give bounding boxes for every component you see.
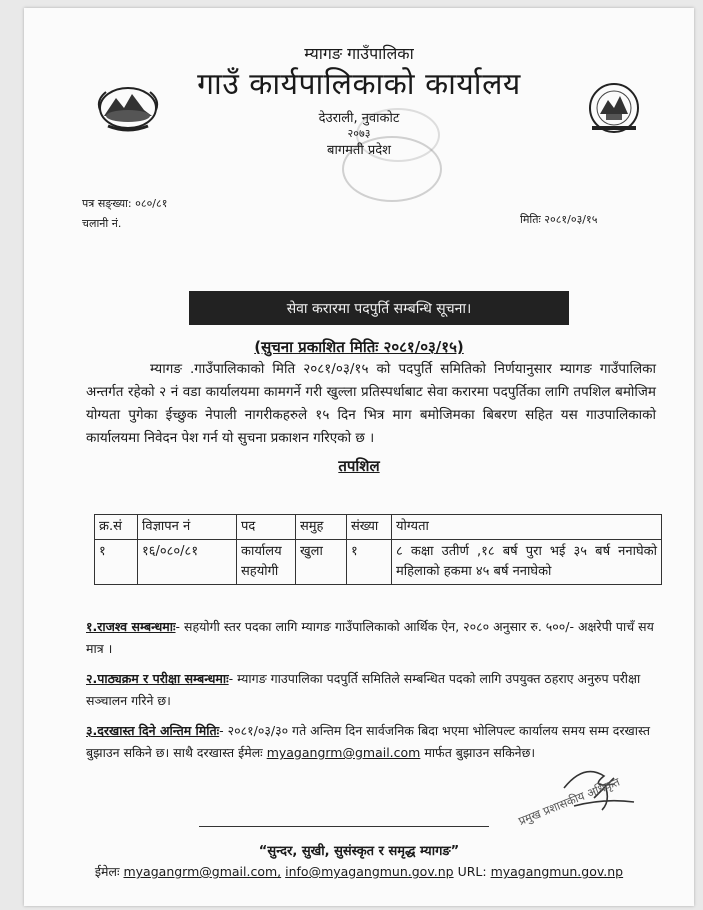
dispatch-number: चलानी नं. xyxy=(82,217,122,230)
details-heading: तपशिल xyxy=(338,457,380,475)
letter-number: पत्र सङ्ख्या: ०८०/८१ xyxy=(82,197,168,210)
cell-post: कार्यालय सहयोगी xyxy=(237,540,296,585)
section-exam-text: - म्यागङ गाउपालिका पदपुर्ति समितिले सम्बन्धित पदको लागि उपयुक्त ठहराए अनुरुप परीक्षा सञ्चालन गरिने छ। xyxy=(86,671,641,708)
section-exam xyxy=(86,668,666,712)
col-qualification: योग्यता xyxy=(392,515,662,540)
table-header-row xyxy=(95,515,662,540)
province-name: बागमती प्रदेश xyxy=(327,143,391,158)
cell-sn: १ xyxy=(95,540,138,585)
col-count: संख्या xyxy=(347,515,392,540)
signatory-title: प्रमुख प्रशासकीय अधिकृत xyxy=(516,774,622,829)
notice-body: म्यागङ .गाउँपालिकाको मिति २०८१/०३/१५ को पदपुर्ति समितिको निर्णयानुसार म्यागङ गाउँपालिका अन्तर्गत रहेको २ नं वडा कार्यालयमा कामगर्ने गरी खुल्ला प्रतिस्पर्धाबाट सेवा करारमा पदपुर्तिका लागि तपशिल बमोजिम योग्यता पुगेका ईच्छुक नेपाली नागरीकहरुले १५ दिन भित्र माग बमोजिमका बिबरण सहित यस गाउपालिकाको कार्यालयमा निवेदन पेश गर्न यो सुचना प्रकाशन गरिएको छ । xyxy=(86,361,656,446)
footer-contact xyxy=(24,863,694,880)
letter-date: मितिः २०८१/०३/१५ xyxy=(520,213,598,226)
cell-count: १ xyxy=(347,540,392,585)
section-revenue xyxy=(86,616,666,660)
cell-qualification: ८ कक्षा उतीर्ण ,१८ बर्ष पुरा भई ३५ बर्ष ननाघेको महिलाको हकमा ४५ बर्ष ननाघेको xyxy=(392,540,662,585)
slogan: “सुन्दर, सुखी, सुसंस्कृत र समृद्ध म्यागङ” xyxy=(258,844,460,859)
footer-email-2[interactable]: info@myagangmun.gov.np xyxy=(285,864,454,879)
vacancy-table xyxy=(94,514,662,585)
col-ad-no: विज्ञापन नं xyxy=(138,515,237,540)
document-page xyxy=(24,8,694,906)
footer-divider xyxy=(199,826,489,827)
cell-group: खुला xyxy=(296,540,347,585)
office-address: देउराली, नुवाकोट xyxy=(318,111,400,126)
section-deadline-text-after: मार्फत बुझाउन सकिनेछ। xyxy=(424,745,536,760)
footer-url-label: URL: xyxy=(457,864,487,879)
municipality-name: म्यागङ गाउँपालिका xyxy=(304,44,414,63)
cell-ad-no: १६/०८०/८१ xyxy=(138,540,237,585)
footer-email-1[interactable]: myagangrm@gmail.com, xyxy=(123,864,282,879)
col-post: पद xyxy=(237,515,296,540)
footer-url[interactable]: myagangmun.gov.np xyxy=(490,864,624,879)
section-exam-title: २.पाठ्यक्रम र परीक्षा सम्बन्धमाः xyxy=(86,671,229,686)
office-title: गाउँ कार्यपालिकाको कार्यालय xyxy=(197,67,521,102)
established-year: २०७३ xyxy=(347,127,371,140)
section-revenue-text: - सहयोगी स्तर पदका लागि म्यागङ गाउँपालिकाको आर्थिक ऐन, २०८० अनुसार रु. ५००/- अक्षरेपी पाचँ सय मात्र । xyxy=(86,619,654,656)
publish-date: (सुचना प्रकाशित मितिः २०८१/०३/१५) xyxy=(254,338,464,356)
section-deadline-text: - २०८१/०३/३० गते अन्तिम दिन सार्वजनिक बिदा भएमा भोलिपल्ट कार्यालय समय सम्म दरखास्त बुझाउन सकिने छ। साथै दरखास्त ईमेलः xyxy=(86,723,651,760)
col-sn: क्र.सं xyxy=(95,515,138,540)
footer-email-label: ईमेलः xyxy=(94,864,120,879)
section-revenue-title: १.राजश्व सम्बन्धमाः xyxy=(86,619,176,634)
application-email-link[interactable]: myagangrm@gmail.com xyxy=(266,745,421,760)
table-row xyxy=(95,540,662,585)
col-group: समुह xyxy=(296,515,347,540)
notice-title: सेवा करारमा पदपुर्ति सम्बन्धि सूचना। xyxy=(189,291,569,325)
section-deadline-title: ३.दरखास्त दिने अन्तिम मितिः xyxy=(86,723,220,738)
